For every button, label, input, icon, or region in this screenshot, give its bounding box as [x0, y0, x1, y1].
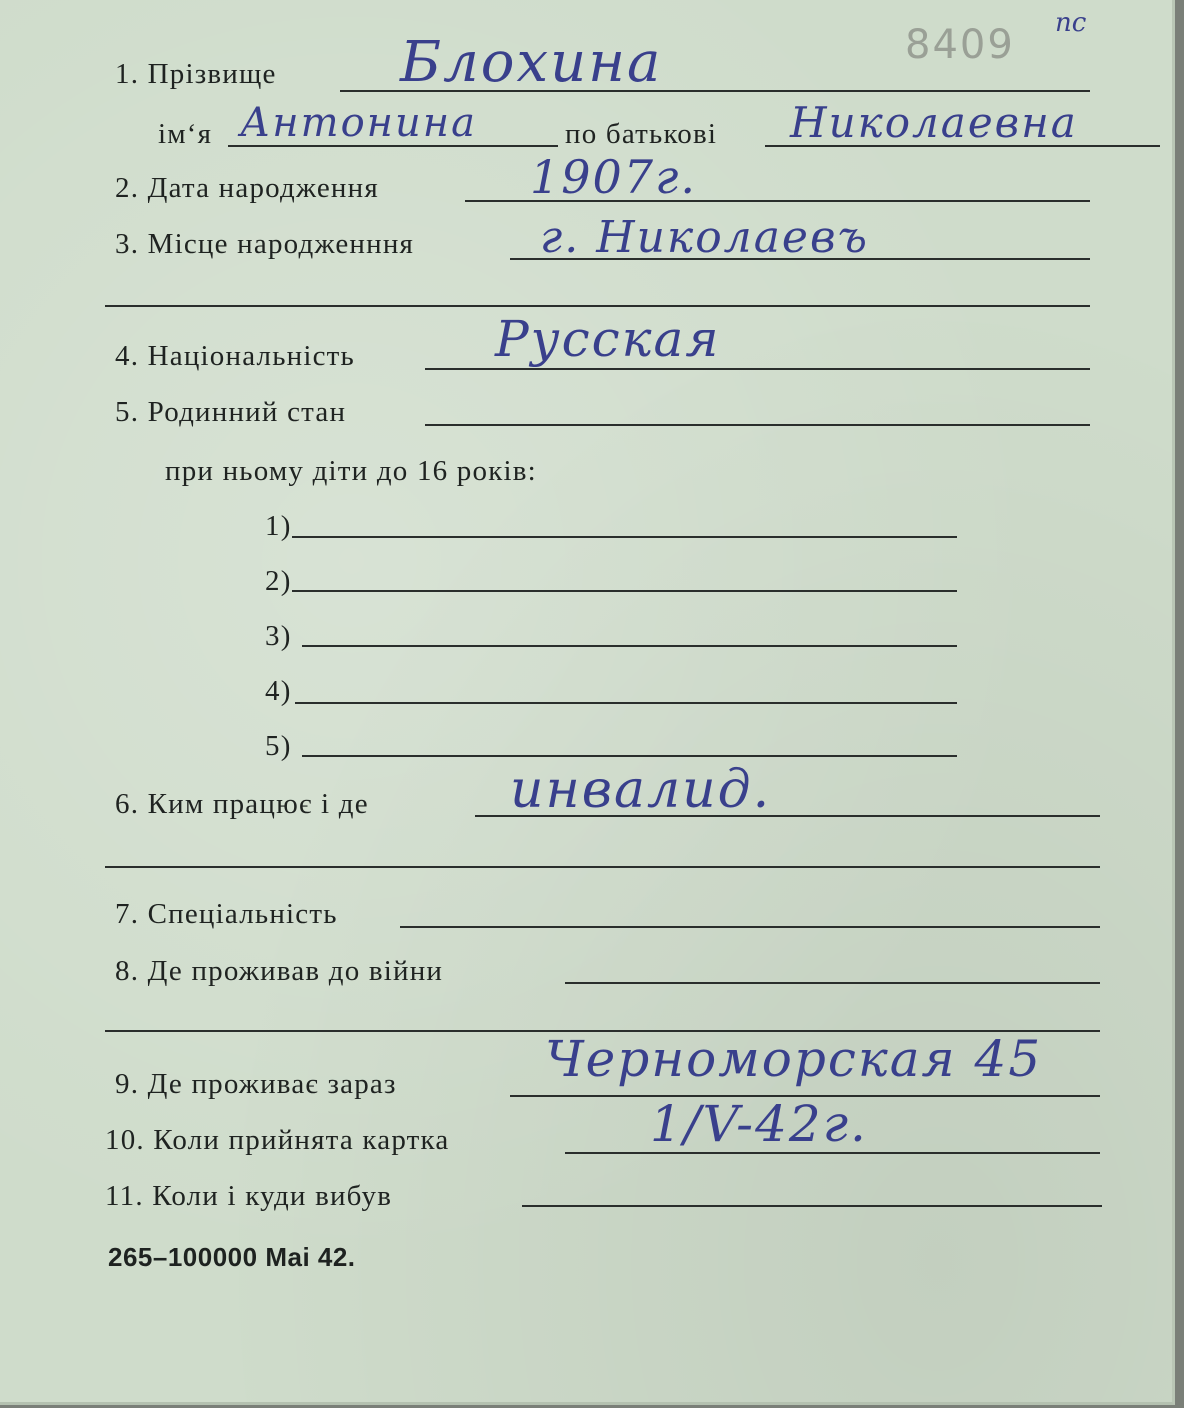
child-4-label: 4): [265, 675, 292, 707]
archive-mark: пс: [1055, 8, 1087, 38]
marital-status-line: [425, 424, 1090, 426]
birth-date-label: 2. Дата народження: [115, 172, 379, 204]
birth-date-value: 1907г.: [530, 150, 697, 204]
marital-status-label: 5. Родинний стан: [115, 396, 347, 428]
archive-number: 8409: [905, 22, 1015, 68]
child-1-line: [292, 536, 957, 538]
birth-place-value: г. Николаевъ: [540, 212, 869, 263]
patronymic-value: Николаевна: [790, 98, 1078, 147]
current-residence-value: Черноморская 45: [545, 1030, 1043, 1088]
children-label: при ньому діти до 16 років:: [165, 455, 537, 487]
current-residence-label: 9. Де проживає зараз: [115, 1068, 397, 1100]
card-accepted-value: 1/V-42г.: [650, 1095, 868, 1153]
surname-value: Блохина: [400, 30, 663, 95]
patronymic-label: по батькові: [565, 118, 718, 150]
name-label: ім‘я: [158, 118, 213, 150]
child-2-label: 2): [265, 565, 292, 597]
prewar-residence-line: [565, 982, 1100, 984]
child-4-line: [295, 702, 957, 704]
birth-place-line-2: [105, 305, 1090, 307]
nationality-line: [425, 368, 1090, 370]
name-value: Антонина: [240, 100, 477, 146]
prewar-residence-label: 8. Де проживав до війни: [115, 955, 444, 987]
card-accepted-label: 10. Коли прийнята картка: [105, 1124, 450, 1156]
occupation-label: 6. Ким працює і де: [115, 788, 369, 820]
child-1-label: 1): [265, 510, 292, 542]
specialty-label: 7. Спеціальність: [115, 898, 338, 930]
occupation-line-2: [105, 866, 1100, 868]
nationality-label: 4. Національність: [115, 340, 355, 372]
child-3-line: [302, 645, 957, 647]
departure-line: [522, 1205, 1102, 1207]
child-2-line: [292, 590, 957, 592]
departure-label: 11. Коли і куди вибув: [105, 1180, 393, 1212]
print-mark: 265–100000 Mai 42.: [108, 1242, 356, 1272]
birth-place-label: 3. Місце народженння: [115, 228, 415, 260]
child-5-label: 5): [265, 730, 292, 762]
surname-label: 1. Прізвище: [115, 58, 277, 90]
specialty-line: [400, 926, 1100, 928]
occupation-value: инвалид.: [510, 760, 772, 820]
child-5-line: [302, 755, 957, 757]
nationality-value: Русская: [495, 310, 721, 368]
child-3-label: 3): [265, 620, 292, 652]
